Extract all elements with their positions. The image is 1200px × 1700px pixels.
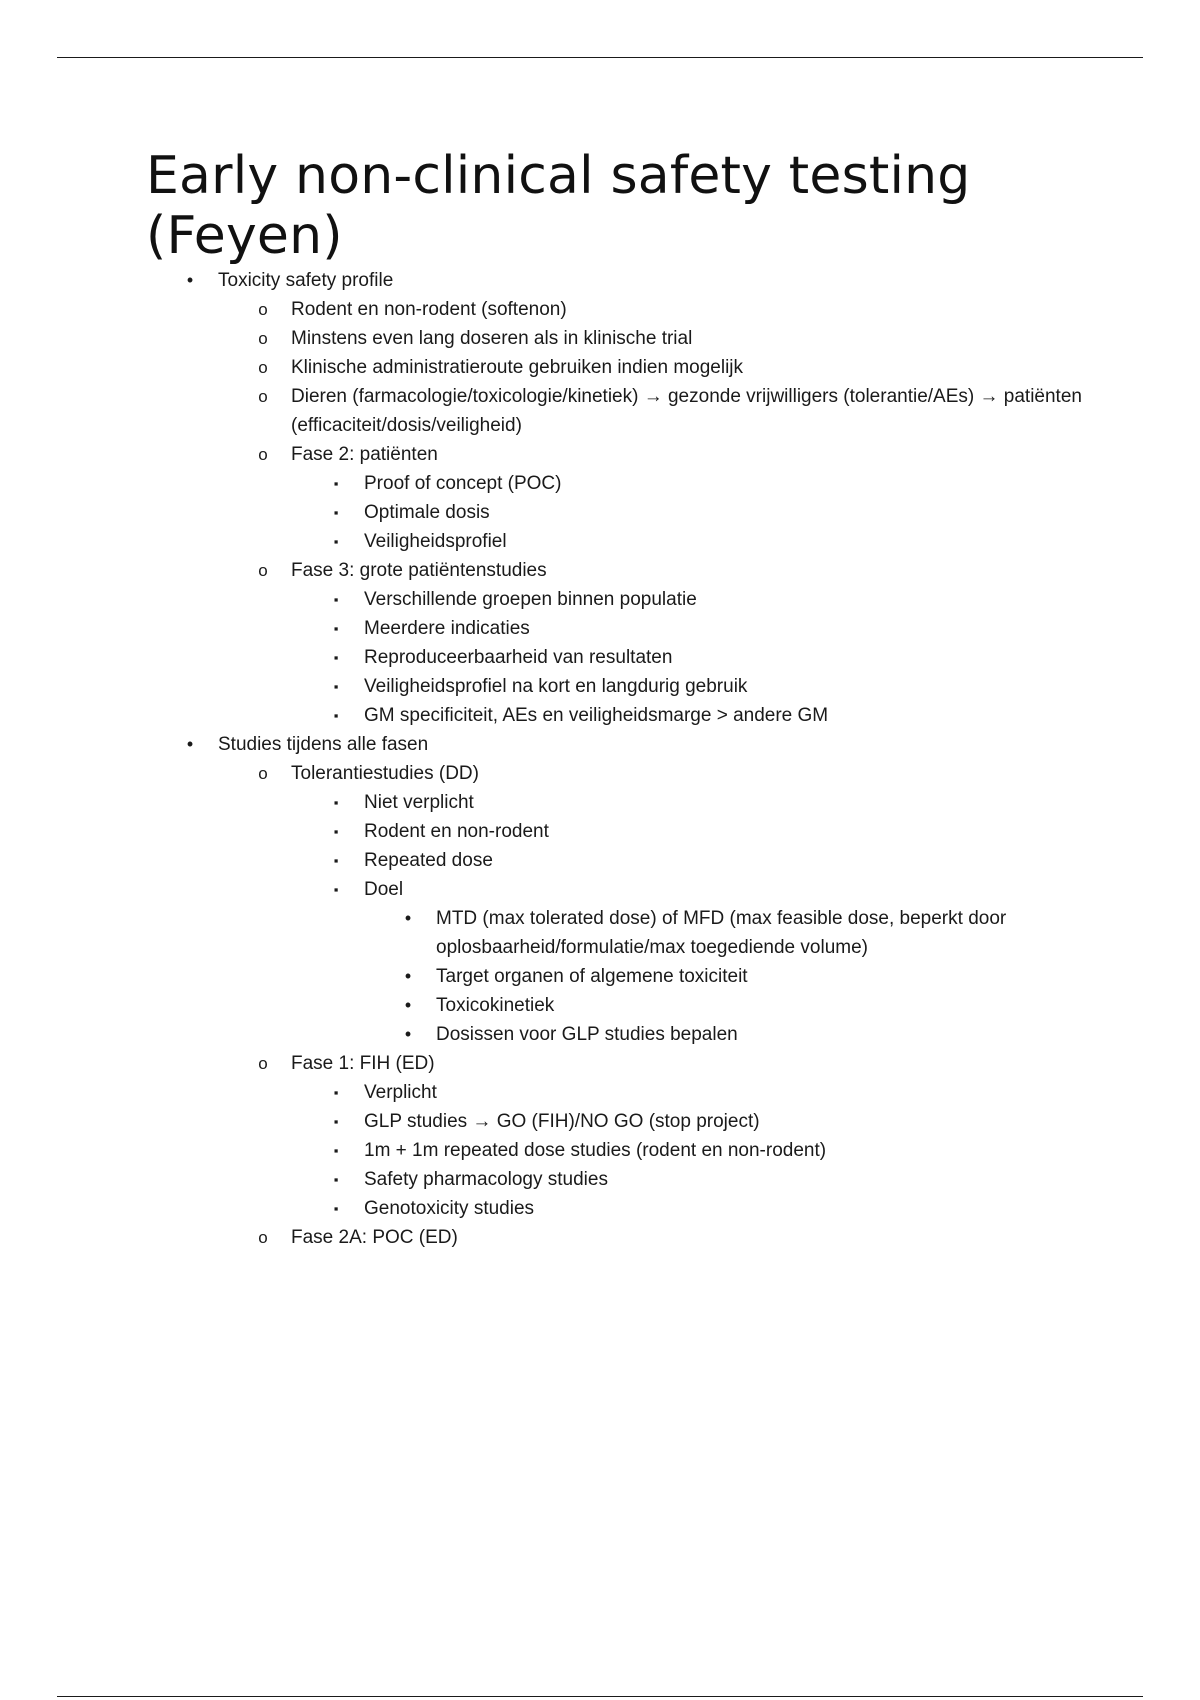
list-item: [146, 498, 1126, 527]
list-item-text: Verplicht: [364, 1082, 437, 1103]
list-item-text: Doel: [364, 879, 404, 900]
list-item-text: Proof of concept (POC): [364, 473, 562, 494]
bullet-circle-icon: o: [258, 300, 268, 319]
list-item-text: Genotoxicity studies: [364, 1198, 535, 1219]
list-item: [146, 846, 1126, 875]
list-item-text: Veiligheidsprofiel na kort en langdurig gebruik: [364, 676, 748, 697]
bullet-square-icon: ▪: [333, 534, 339, 549]
bullet-circle-icon: o: [258, 387, 268, 406]
bullet-circle-icon: o: [258, 329, 268, 348]
list-item-text: Toxicokinetiek: [436, 995, 555, 1016]
list-item: [146, 1049, 1126, 1078]
list-item-text: Repeated dose: [364, 850, 493, 871]
bullet-circle-icon: o: [258, 561, 268, 580]
list-item-text: Fase 1: FIH (ED): [291, 1053, 435, 1074]
bullet-circle-icon: o: [258, 1054, 268, 1073]
list-item: [146, 904, 1126, 962]
list-item: [146, 1165, 1126, 1194]
list-item-text: MTD (max tolerated dose) of MFD (max feasible dose, beperkt door oplosbaarheid/formulatie/max toegediende volume): [436, 908, 1007, 958]
list-item: [146, 643, 1126, 672]
list-item-text: Minstens even lang doseren als in klinische trial: [291, 328, 693, 349]
bullet-square-icon: ▪: [333, 679, 339, 694]
list-item: [146, 1078, 1126, 1107]
list-item-text: Veiligheidsprofiel: [364, 531, 507, 552]
list-item: [146, 759, 1126, 788]
list-item: [146, 527, 1126, 556]
bullet-square-icon: ▪: [333, 824, 339, 839]
bullet-square-icon: ▪: [333, 708, 339, 723]
bullet-square-icon: ▪: [333, 650, 339, 665]
list-item: [146, 556, 1126, 585]
list-item-text: Rodent en non-rodent (softenon): [291, 299, 567, 320]
document-title: Early non-clinical safety testing (Feyen): [146, 146, 971, 266]
list-item: [146, 266, 1126, 295]
document-body: [146, 146, 1126, 1252]
list-item-text: 1m + 1m repeated dose studies (rodent en non-rodent): [364, 1140, 827, 1161]
list-item: [146, 1194, 1126, 1223]
list-item: [146, 1136, 1126, 1165]
list-item: [146, 614, 1126, 643]
bullet-circle-icon: o: [258, 358, 268, 377]
bullet-square-icon: ▪: [333, 621, 339, 636]
list-item: [146, 962, 1126, 991]
list-item-text: Klinische administratieroute gebruiken indien mogelijk: [291, 357, 744, 378]
list-item-text: GLP studies → GO (FIH)/NO GO (stop project): [364, 1111, 760, 1132]
list-item: [146, 817, 1126, 846]
bullet-square-icon: ▪: [333, 1114, 339, 1129]
list-item: [146, 672, 1126, 701]
list-item: [146, 585, 1126, 614]
list-item-text: Fase 3: grote patiëntenstudies: [291, 560, 547, 581]
list-item: [146, 353, 1126, 382]
bullet-disc-icon: •: [186, 734, 194, 754]
list-item-text: Toxicity safety profile: [218, 270, 394, 291]
bullet-circle-icon: o: [258, 764, 268, 783]
list-item: [146, 875, 1126, 904]
list-item: [146, 1223, 1126, 1252]
list-item: [146, 324, 1126, 353]
list-item-text: Reproduceerbaarheid van resultaten: [364, 647, 673, 668]
list-item: [146, 469, 1126, 498]
list-item: [146, 701, 1126, 730]
list-item-text: Studies tijdens alle fasen: [218, 734, 429, 755]
bullet-disc-icon: •: [404, 995, 412, 1015]
bullet-circle-icon: o: [258, 1228, 268, 1247]
bullet-square-icon: ▪: [333, 592, 339, 607]
outline-list: [146, 266, 1126, 1252]
bullet-square-icon: ▪: [333, 1143, 339, 1158]
list-item: [146, 440, 1126, 469]
list-item-text: Optimale dosis: [364, 502, 490, 523]
list-item: [146, 788, 1126, 817]
list-item-text: Tolerantiestudies (DD): [291, 763, 479, 784]
bullet-square-icon: ▪: [333, 1085, 339, 1100]
bullet-disc-icon: •: [404, 908, 412, 928]
list-item: [146, 382, 1126, 440]
list-item-text: Fase 2A: POC (ED): [291, 1227, 458, 1248]
bullet-square-icon: ▪: [333, 795, 339, 810]
footer-rule: [57, 1696, 1143, 1697]
list-item: [146, 1020, 1126, 1049]
list-item: [146, 295, 1126, 324]
list-item: [146, 1107, 1126, 1136]
list-item-text: Safety pharmacology studies: [364, 1169, 608, 1190]
bullet-square-icon: ▪: [333, 1172, 339, 1187]
bullet-circle-icon: o: [258, 445, 268, 464]
bullet-square-icon: ▪: [333, 476, 339, 491]
bullet-square-icon: ▪: [333, 505, 339, 520]
bullet-disc-icon: •: [404, 1024, 412, 1044]
list-item: [146, 991, 1126, 1020]
list-item-text: Dosissen voor GLP studies bepalen: [436, 1024, 738, 1045]
list-item-text: GM specificiteit, AEs en veiligheidsmarge > andere GM: [364, 705, 829, 726]
bullet-square-icon: ▪: [333, 1201, 339, 1216]
bullet-square-icon: ▪: [333, 853, 339, 868]
list-item-text: Target organen of algemene toxiciteit: [436, 966, 748, 987]
list-item-text: Meerdere indicaties: [364, 618, 530, 639]
list-item-text: Dieren (farmacologie/toxicologie/kinetiek) → gezonde vrijwilligers (tolerantie/AEs) → patiënten (efficaciteit/dosis/veiligheid): [291, 386, 1082, 436]
list-item-text: Fase 2: patiënten: [291, 444, 438, 465]
bullet-disc-icon: •: [186, 270, 194, 290]
list-item-text: Verschillende groepen binnen populatie: [364, 589, 697, 610]
list-item-text: Rodent en non-rodent: [364, 821, 549, 842]
header-rule: [57, 57, 1143, 58]
list-item-text: Niet verplicht: [364, 792, 474, 813]
list-item: [146, 730, 1126, 759]
bullet-disc-icon: •: [404, 966, 412, 986]
bullet-square-icon: ▪: [333, 882, 339, 897]
